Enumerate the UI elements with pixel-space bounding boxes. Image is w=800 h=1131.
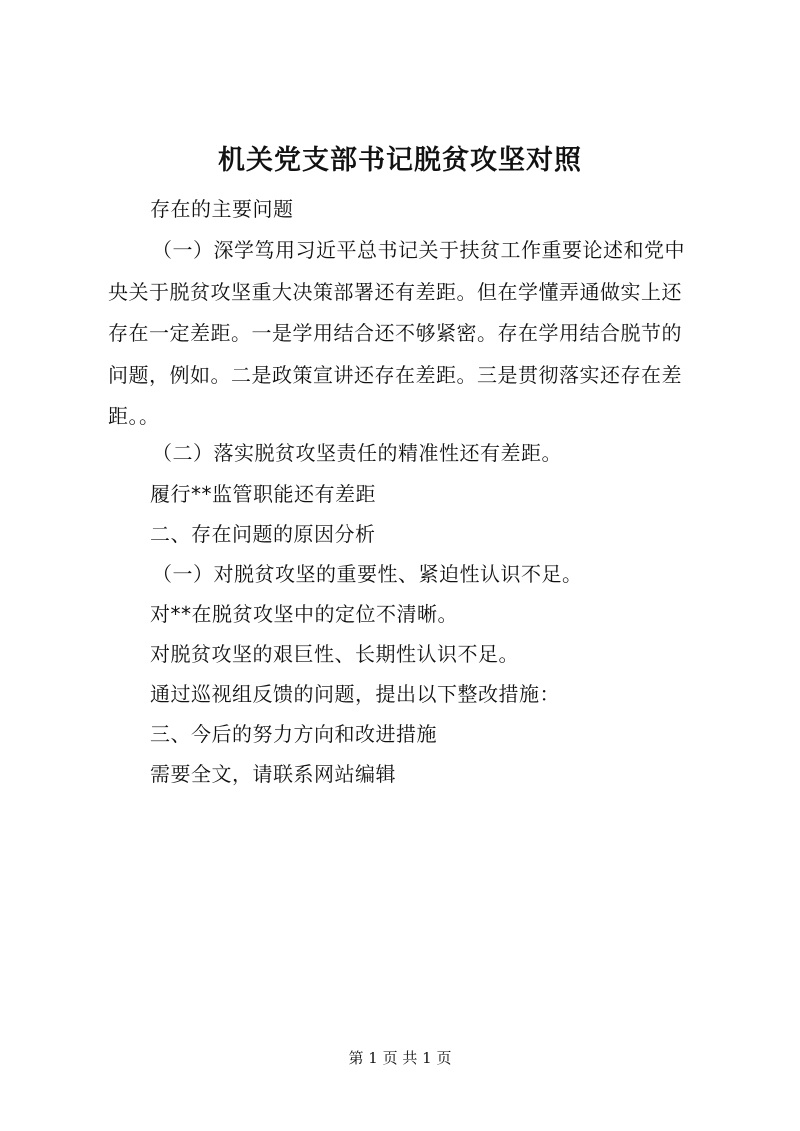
- heading-problems: 存在的主要问题: [150, 197, 294, 221]
- cause-1: （一）对脱贫攻坚的重要性、紧迫性认识不足。: [152, 562, 583, 586]
- heading-future: 三、今后的努力方向和改进措施: [150, 722, 437, 746]
- heading-causes: 二、存在问题的原因分析: [150, 522, 376, 546]
- line-duty: 履行**监管职能还有差距: [150, 482, 376, 506]
- paragraph-item-1: （一）深学笃用习近平总书记关于扶贫工作重要论述和党中央关于脱贫攻坚重大决策部署还有差距。但在学懂弄通做实上还存在一定差距。一是学用结合还不够紧密。存在学用结合脱节的问题，例如。二是政策宣讲还存在差距。三是贯彻落实还存在差距。。: [108, 238, 685, 428]
- line-contact: 需要全文，请联系网站编辑: [150, 762, 396, 786]
- page-footer: 第 1 页 共 1 页: [348, 1049, 452, 1067]
- line-feedback: 通过巡视组反馈的问题，提出以下整改措施：: [150, 682, 560, 706]
- document-title: 机关党支部书记脱贫攻坚对照: [218, 145, 582, 176]
- cause-2: 对**在脱贫攻坚中的定位不清晰。: [150, 602, 458, 626]
- item-2: （二）落实脱贫攻坚责任的精准性还有差距。: [152, 441, 562, 465]
- cause-3: 对脱贫攻坚的艰巨性、长期性认识不足。: [150, 642, 519, 666]
